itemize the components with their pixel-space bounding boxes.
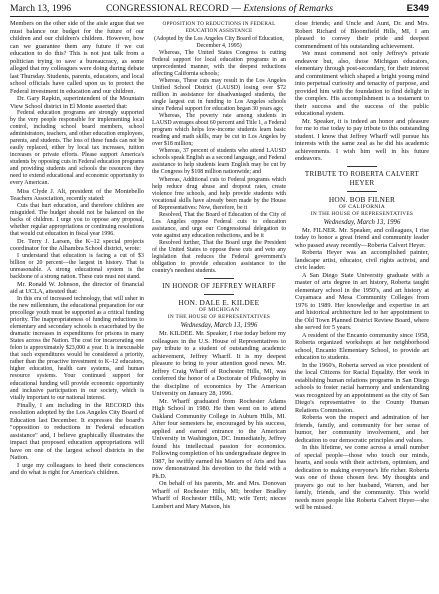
paragraph: We must commend not only Jeffrey's private endeavor but, also, those Michigan educators, elementary through post-secondary, for their interest and commitment which shaped a bright young mind into perpetual curiosity and tenacity of purpose, and provided him with the foundation to find delight in the complex. His accomplishment is a testament to their success and the success of the public educational system. [295, 50, 429, 117]
section-divider [347, 166, 377, 167]
page-header [10, 3, 429, 15]
quoted-paragraph: I understand that education is facing a cut of $3 billion or 20 percent—the largest in history. That is unreasonable. A strong educational system is the backbone of a strong nation. These cuts must not stand. [10, 252, 144, 280]
paragraph: In this lifetime, we come across a small number of special people—those who touch our minds, hearts, and souls with their activism, optimism, and dedication to making everyone's life richer. Roberta was one of those chosen few. My thoughts and prayers go out to her husband, Warren, and her family, friends, and the community. This world needs more people like Roberta Calvert Heyer—she will be missed. [295, 444, 429, 511]
header-date: March 13, 1996 [10, 3, 72, 14]
resolution-paragraph: Resolved, That the Board of Education of the City of Los Angeles oppose Federal cuts to education assistance, and urge our Congressional delegation to vote against any education reductions, and be it [152, 211, 286, 239]
paragraph: A San Diego State University graduate with a master of arts degree in art history, Roberta taught elementary school in the 1950's, and art history at Cuyamaca and Mesa Community Colleges from 1976 to 1989. Her knowledge and expertise in art and historical architecture led to her appointment to the Old Town Planned District Review Board, where she served for 5 years. [295, 271, 429, 331]
paragraph: A resident of the Encanto community since 1958, Roberta organized workshops at her neighborhood school, Encanto Elementary School, to provide art education to students. [295, 331, 429, 361]
resolution-adopted-note: (Adopted by the Los Angeles City Board of Education, December 4, 1995) [154, 35, 284, 49]
header-rule [10, 16, 429, 17]
header-title [10, 3, 429, 15]
resolution-heading: OPPOSITION TO REDUCTIONS IN FEDERAL EDUCATION ASSISTANCE [162, 21, 276, 34]
member-state: OF CALIFORNIA [338, 203, 386, 210]
paragraph: On behalf of his parents, Mr. and Mrs. Donovan Wharff of Rochester Hills, MI; brother Bradley Wharff of Rochester Hills, MI; wife Terri; nieces Lambert and Mary Matson, his [152, 480, 286, 510]
paragraph: Roberta won the respect and admiration of her friends, family, and community for her sense of humor, her community involvement, and her dedication to our democratic principles and values. [295, 414, 429, 444]
paragraph: I urge my colleagues to heed their consciences and do what is right for America's children. [10, 461, 144, 477]
tribute-title-line2: HEYER [349, 178, 375, 187]
paragraph: In the 1960's, Roberta served as vice president of the local Citizens for Racial Equality. Her work in establishing human relations programs in San Diego schools to foster racial harmony and understanding was recognized by an appointment as the city of San Diego's representative to the County Human Relations Commission. [295, 361, 429, 414]
paragraph: Mr. Speaker, it is indeed an honor and pleasure for me to rise today to pay tribute to this outstanding student. I know that Jeffrey Wharff will pursue his interests with the same zeal as he did his academic achievements. I wish him well in his future endeavors. [295, 117, 429, 162]
column-1 [10, 20, 144, 477]
resolution-paragraph: Whereas, The United States Congress is cutting Federal support for local education programs in an unprecedented manner, with the deepest reductions affecting California schools; [152, 49, 286, 77]
paragraph: Mr. KILDEE. Mr. Speaker, I rise today before my colleagues in the U.S. House of Representatives to pay tribute to a student of outstanding academic achievement, Jeffrey Wharff. It is my deepest pleasure to bring to your attention good news. Mr. Jeffrey Craig Wharff of Rochester Hills, MI, was conferred the honor of a Doctorate of Philosophy in the discipline of economics by The American University on January 28, 1996. [152, 330, 286, 398]
member-state: OF MICHIGAN [198, 307, 240, 314]
paragraph: Mr. Wharff graduated from Rochester Adams High School in 1980. He then went on to attend Oakland Community College in Auburn Hills, MI. After four semesters he, encouraged by his success, applied and earned entrance to the American University in Washington, DC. Immediately, Jeffrey found his intellectual passion for economics. Following completion of his undergraduate degree in 1987, he swiftly earned his Masters of Arts and has now demonstrated his devotion to the field with a Ph.D. [152, 397, 286, 480]
chamber-line: IN THE HOUSE OF REPRESENTATIVES [167, 314, 271, 321]
paragraph: Members on the other side of the aisle argue that we must balance our budget for the future of our children and our children's children. However, how can we guarantee them any future if we cut education to do this? This is not just talk from a politician trying to save a bureaucracy, as some alleged that my colleagues were doing during debate last Thursday. Students, parents, educators, and local school officials have called upon us to protect the Federal investment in education and our children. [10, 20, 144, 95]
paragraph: Roberta Heyer was an accomplished painter, landscape artist, educator, civil rights activist, and civic leader. [295, 249, 429, 271]
tribute-title: IN HONOR OF JEFFREY WHARFF [162, 282, 276, 291]
resolution-paragraph: Whereas, 37 percent of students who attend LAUSD schools speak English as a second language, and Federal assistance to help students learn English may be cut by the Congress by $108 million nationwide; and [152, 148, 286, 176]
header-page-number: E349 [406, 3, 429, 14]
section-divider [347, 191, 377, 192]
header-title-ext: Extensions of Remarks [243, 3, 334, 14]
paragraph: Mr. FILNER. Mr. Speaker, and colleagues, I rise today to honor a great friend and community leader who passed away recently—Roberta Calvert Heyer. [295, 226, 429, 249]
paragraph: Dr. Terry J. Larsen, the K–12 special projects coordinator for the Alhambra School district, wrote: [10, 237, 144, 253]
header-title-main: CONGRESSIONAL RECORD — [105, 3, 244, 14]
paragraph: close friends; and Uncle and Aunt, Dr. and Mrs. Robert Richard of Bloomfield Hills, MI, I am pleased to convey their pride and deepest commendment of his outstanding achievement. [295, 20, 429, 50]
tribute-title-line1: TRIBUTE TO ROBERTA CALVERT [304, 169, 420, 178]
tribute-title [295, 170, 429, 188]
column-3 [295, 20, 429, 512]
section-divider [204, 278, 234, 279]
paragraph: Dr. Gary Rapkin, superintendent of the Mountain View School district in El Monte asserted that: [10, 95, 144, 110]
member-name: HON. BOB FILNER [328, 194, 396, 204]
section-divider [204, 294, 234, 295]
paragraph: Miss Clyde J. Alt, president of the Montebello Teachers Association, recently stated: [10, 187, 144, 203]
resolution-paragraph: Whereas, Additional cuts to Federal programs which help reduce drug abuse and dropout rates, create violence free schools, and help provide students with vocational skills have already been made by the House of Representatives: Now, therefore, be it [152, 176, 286, 211]
quoted-paragraph: In this era of increased technology, that will usher in the new millennium, the educational preparation for our precollege youth must be supported as a critical funding priority. The inappropriateness of funding reductions to elementary and secondary schools is exacerbated by the dramatic increases in expenditures for prisons in many States across the Nation. The cost for incarcerating one felon is approximately $23,000 a year. It is inexcusable that such expenditures would be considered a priority, rather than the proactive investment to K–12 educators, higher education, health care systems, and human resource systems. Your continued support for educational funding will provide economic opportunity and inclusive participation in our society, which is vitally important to our national interest. [10, 295, 144, 401]
member-name: HON. DALE E. KILDEE [178, 298, 260, 308]
resolution-paragraph: Whereas, These cuts may result in the Los Angeles Unified School District (LAUSD) losing over $72 million in assistance for disadvantaged students, the single largest cut in funding to Los Angeles schools since Federal support for education began 30 years ago; [152, 77, 286, 113]
resolution-paragraph: Whereas, The poverty rate among students in LAUSD averages about 60 percent and Title 1, a Federal program which helps low-income students learn basic reading and math skills, may be cut in Los Angeles by over $18 million; [152, 113, 286, 148]
chamber-line: IN THE HOUSE OF REPRESENTATIVES [310, 210, 414, 217]
resolution-paragraph: Resolved further, That the Board urge the President of the United States to oppose these cuts and veto any legislation that reduces the Federal government's obligation to provide education assistance to the country's neediest students. [152, 239, 286, 275]
paragraph: Finally, I am including in the RECORD this resolution adopted by the Los Angeles City Board of Education last December. It expresses the board's "opposition to reductions in Federal education assistance" and, I believe graphically illustrates the impact that proposed education appropriations will have on one of the largest school districts in the Nation. [10, 401, 144, 462]
speech-date: Wednesday, March 13, 1996 [180, 322, 258, 330]
speech-date: Wednesday, March 13, 1996 [323, 218, 401, 226]
quoted-paragraph: Cuts that hurt education, and therefore children are misguided. The budget should not be balanced on the backs of children. I urge you to oppose any proposal, whether regular appropriations or continuing resolutions that would cut education in fiscal year 1996. [10, 202, 144, 237]
quoted-paragraph: Federal education programs are strongly supported by the very people responsible for implementing local control, including school board members, school administrators, teachers, and other education employees, parents, and students. The loss of these funds can not be easily replaced, either by local tax increases, tuition increases or private efforts. Please support America's students by opposing cuts in Federal education programs and providing students and schools the resources they need to extend educational and economic opportunity to every American. [10, 110, 144, 187]
column-2 [152, 20, 286, 510]
paragraph: Mr. Ronald W. Johnson, the director of financial aid at UCLA, attested that: [10, 280, 144, 296]
